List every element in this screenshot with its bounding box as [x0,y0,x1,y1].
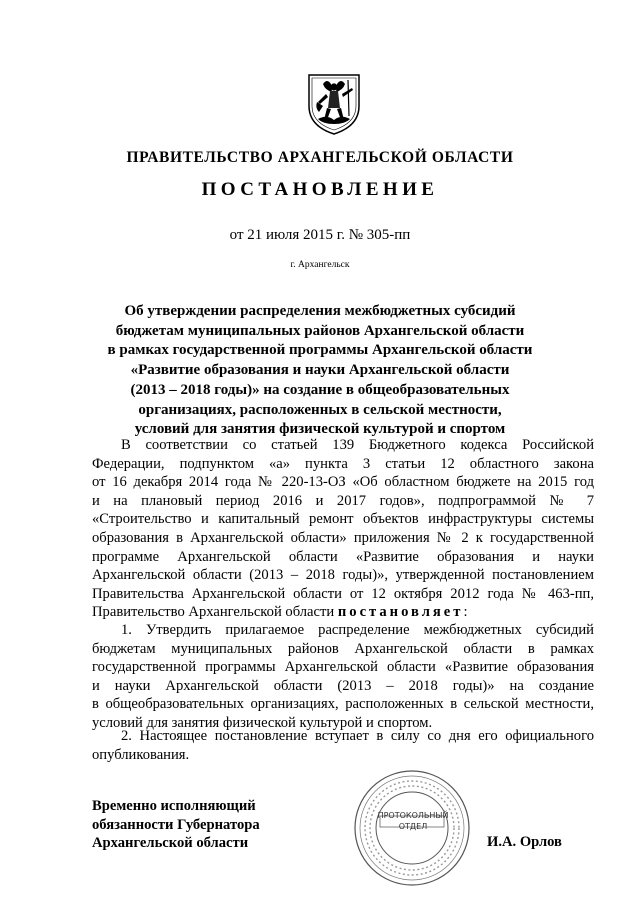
body-line: 1. Утвердить прилагаемое распределение межбюджетных субсидий [121,622,594,638]
date-number: от 21 июля 2015 г. № 305-пп [229,227,411,243]
position-line: Временно исполняющий [92,798,256,814]
subject-line: бюджетам муниципальных районов Архангельской области [115,322,525,339]
subject-line: условий для занятия физической культурой и спортом [134,421,506,438]
body-line: и науки Архангельской области (2013 – 2018 годы)» на создание [92,677,594,694]
government-name: ПРАВИТЕЛЬСТВО АРХАНГЕЛЬСКОЙ ОБЛАСТИ [126,149,514,166]
body-line: в общеобразовательных организациях, расположенных в сельской местности, [92,696,594,713]
subject-line: организациях, расположенных в сельской местности, [138,401,502,418]
stamp-text [370,810,456,832]
document-type: ПОСТАНОВЛЕНИЕ [201,179,439,200]
stamp-line: ПРОТОКОЛЬНЫЙ [377,811,449,820]
subject-line: в рамках государственной программы Архангельской области [107,342,533,359]
preamble-paragraph [92,436,594,622]
subject-line: Об утверждении распределения межбюджетных субсидий [124,303,516,319]
coat-of-arms-icon [305,72,363,136]
body-line: 2. Настоящее постановление вступает в силу со дня его официального [121,728,594,744]
decree-word: постановляет [337,604,464,621]
subject-line: «Развитие образования и науки Архангельской области [130,362,510,379]
body-line: образования в Архангельской области» приложения № 2 к государственной [92,529,594,546]
body-line: «Строительство и капитальный ремонт объектов инфраструктуры системы [92,511,594,528]
body-line: Федерации, подпунктом «а» пункта 3 статьи 12 областного закона [92,455,594,472]
body-line: Архангельской области (2013 – 2018 годы)», утвержденной постановлением [92,567,594,584]
signatory-position [92,797,260,853]
body-line: бюджетам муниципальных районов Архангельской области в рамках [92,640,594,657]
item-2-paragraph [92,727,594,764]
stamp-line: ОТДЕЛ [398,822,428,831]
body-line: В соответствии со статьей 139 Бюджетного кодекса Российской [121,437,594,453]
document-subject [0,302,640,440]
decree-line [92,603,594,622]
body-line: и на плановый период 2016 и 2017 годов», подпрограммой № 7 [92,492,594,509]
body-line: условий для занятия физической культурой и спортом. [92,714,433,731]
item-1-paragraph [92,621,594,733]
body-line: программе Архангельской области «Развитие образования и науки [92,548,594,565]
body-line: государственной программы Архангельской области «Развитие образования [92,659,594,676]
body-line: от 16 декабря 2014 года № 220-13-ОЗ «Об областном бюджете на 2015 год [92,474,594,491]
body-line: Правительства Архангельской области от 12 октября 2012 года № 463-пп, [92,585,594,602]
decree-line-lead: Правительство Архангельской области [92,604,335,621]
position-line: обязанности Губернатора [92,816,260,833]
subject-line: (2013 – 2018 годы)» на создание в общеобразовательных [130,381,510,398]
decree-colon: : [463,604,468,621]
body-line: опубликования. [92,746,190,763]
city: г. Архангельск [290,260,350,270]
signatory-name: И.А. Орлов [487,834,562,850]
position-line: Архангельской области [92,835,249,852]
